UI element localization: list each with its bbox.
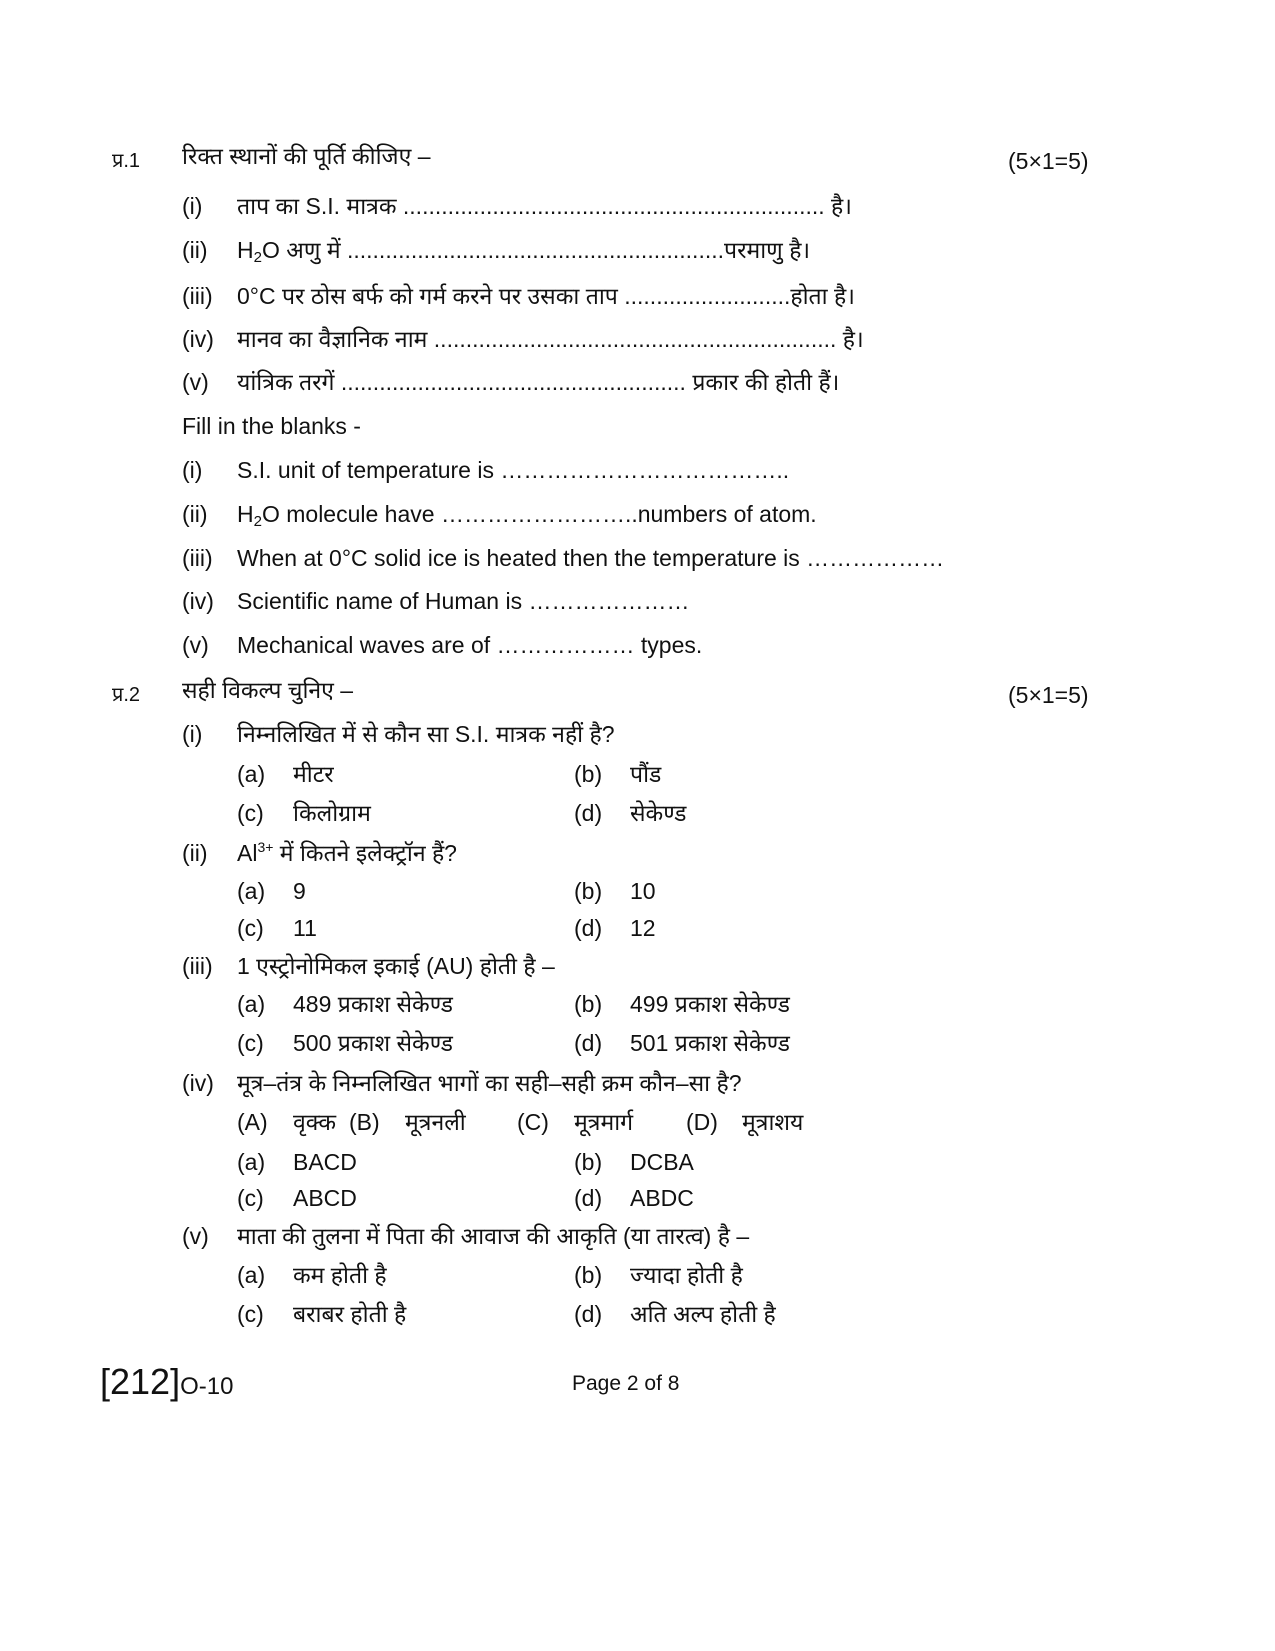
q2-item-num: (ii) — [182, 840, 208, 866]
q1-english-num: (ii) — [182, 501, 208, 527]
q1-english-text: When at 0°C solid ice is heated then the temperature is ……………… — [237, 545, 945, 571]
option-text: BACD — [293, 1149, 357, 1175]
q1-english-num: (iii) — [182, 545, 213, 571]
q2-item-num: (v) — [182, 1223, 209, 1249]
text-fragment: में कितने इलेक्ट्रॉन हैं? — [273, 840, 457, 866]
option-label: (b) — [574, 1149, 603, 1175]
q2-item-num: (i) — [182, 721, 203, 747]
part-text: मूत्राशय — [742, 1109, 804, 1135]
q2-question: 1 एस्ट्रोनोमिकल इकाई (AU) होती है – — [237, 953, 555, 979]
q1-english-text: S.I. unit of temperature is ……………………………….. — [237, 457, 790, 483]
q1-hindi-text: मानव का वैज्ञानिक नाम ............................................................... है। — [237, 326, 864, 352]
option-text: 12 — [630, 915, 656, 941]
q1-english-num: (iv) — [182, 588, 214, 614]
part-text: मूत्रनली — [405, 1109, 466, 1135]
option-text: मीटर — [293, 761, 334, 787]
q1-hindi-num: (iv) — [182, 326, 214, 352]
subscript: 2 — [253, 513, 262, 530]
option-label: (d) — [574, 800, 603, 826]
q2-question: मूत्र–तंत्र के निम्नलिखित भागों का सही–सही क्रम कौन–सा है? — [237, 1070, 742, 1096]
q1-hindi-num: (iii) — [182, 283, 213, 309]
option-text: बराबर होती है — [293, 1301, 407, 1327]
option-label: (d) — [574, 1030, 603, 1056]
page-number: Page 2 of 8 — [572, 1372, 680, 1395]
q1-english-text: Scientific name of Human is ………………… — [237, 588, 690, 614]
option-text: सेकेण्ड — [630, 800, 687, 826]
q2-item-num: (iv) — [182, 1070, 214, 1096]
part-text: वृक्क — [293, 1109, 336, 1135]
q1-hindi-text: 0°C पर ठोस बर्फ को गर्म करने पर उसका ताप ..........................होता है। — [237, 283, 855, 309]
option-text: 499 प्रकाश सेकेण्ड — [630, 991, 790, 1017]
option-label: (a) — [237, 1262, 266, 1288]
q1-number: प्र.1 — [112, 150, 141, 172]
part-label: (D) — [686, 1109, 718, 1135]
option-text: पौंड — [630, 761, 662, 787]
option-label: (d) — [574, 915, 603, 941]
option-label: (d) — [574, 1185, 603, 1211]
q1-english-title: Fill in the blanks - — [182, 413, 361, 439]
q1-english-num: (v) — [182, 632, 209, 658]
q1-hindi-num: (ii) — [182, 237, 208, 263]
option-text: ABCD — [293, 1185, 357, 1211]
q1-english-num: (i) — [182, 457, 203, 483]
q1-hindi-text: ताप का S.I. मात्रक .................................................................. है। — [237, 193, 852, 219]
text-fragment: H — [237, 501, 254, 527]
option-label: (c) — [237, 1301, 264, 1327]
q1-hindi-num: (v) — [182, 369, 209, 395]
q1-hindi-text — [237, 236, 810, 264]
q1-english-text — [237, 500, 817, 528]
text-fragment: O molecule have ……………………..numbers of atom. — [261, 501, 817, 527]
paper-code — [100, 1362, 233, 1407]
q2-number: प्र.2 — [112, 684, 141, 706]
option-label: (a) — [237, 761, 266, 787]
paper-code-suffix: O-10 — [180, 1373, 234, 1400]
option-label: (b) — [574, 991, 603, 1017]
q1-hindi-text: यांत्रिक तरगें ...................................................... प्रकार की होती हैं। — [237, 369, 840, 395]
q1-hindi-num: (i) — [182, 193, 203, 219]
option-text: 500 प्रकाश सेकेण्ड — [293, 1030, 453, 1056]
text-fragment: H — [237, 237, 254, 263]
paper-code-main: [212] — [100, 1361, 181, 1402]
option-text: किलोग्राम — [293, 800, 371, 826]
option-text: अति अल्प होती है — [630, 1301, 776, 1327]
text-fragment: O अणु में ...........................................................परमाणु है। — [261, 237, 811, 263]
option-label: (c) — [237, 800, 264, 826]
q2-title: सही विकल्प चुनिए – — [182, 677, 354, 703]
q1-marks: (5×1=5) — [1008, 148, 1089, 174]
option-label: (b) — [574, 1262, 603, 1288]
q2-marks: (5×1=5) — [1008, 682, 1089, 708]
q1-title: रिक्त स्थानों की पूर्ति कीजिए – — [182, 143, 431, 169]
q2-item-num: (iii) — [182, 953, 213, 979]
part-label: (B) — [349, 1109, 380, 1135]
q1-english-text: Mechanical waves are of ……………… types. — [237, 632, 703, 658]
option-text: ABDC — [630, 1185, 694, 1211]
option-label: (c) — [237, 915, 264, 941]
option-text: कम होती है — [293, 1262, 387, 1288]
option-label: (d) — [574, 1301, 603, 1327]
q2-question — [237, 839, 457, 867]
option-label: (a) — [237, 1149, 266, 1175]
part-label: (A) — [237, 1109, 268, 1135]
q2-question: निम्नलिखित में से कौन सा S.I. मात्रक नहीं है? — [237, 721, 615, 747]
option-label: (a) — [237, 878, 266, 904]
option-text: 501 प्रकाश सेकेण्ड — [630, 1030, 790, 1056]
option-text: 489 प्रकाश सेकेण्ड — [293, 991, 453, 1017]
part-label: (C) — [517, 1109, 549, 1135]
option-label: (a) — [237, 991, 266, 1017]
option-text: DCBA — [630, 1149, 694, 1175]
option-label: (c) — [237, 1185, 264, 1211]
option-label: (c) — [237, 1030, 264, 1056]
part-text: मूत्रमार्ग — [574, 1109, 634, 1135]
text-fragment: Al — [237, 840, 258, 866]
option-label: (b) — [574, 761, 603, 787]
option-text: 10 — [630, 878, 656, 904]
option-text: 11 — [293, 915, 317, 941]
superscript: 3+ — [257, 839, 274, 855]
q2-question: माता की तुलना में पिता की आवाज की आकृति (या तारत्व) है – — [237, 1223, 750, 1249]
option-text: ज्यादा होती है — [630, 1262, 743, 1288]
option-text: 9 — [293, 878, 306, 904]
option-label: (b) — [574, 878, 603, 904]
subscript: 2 — [253, 249, 262, 266]
